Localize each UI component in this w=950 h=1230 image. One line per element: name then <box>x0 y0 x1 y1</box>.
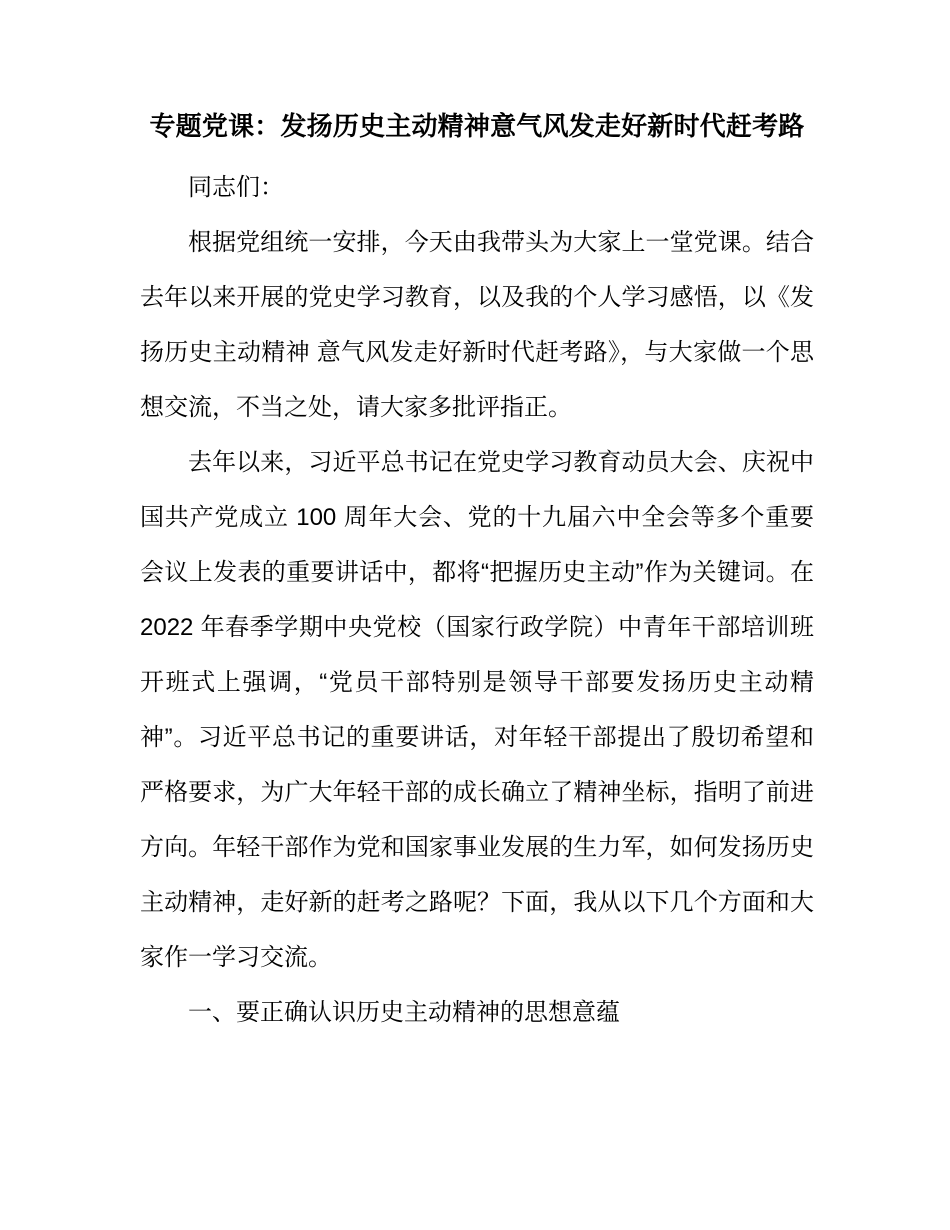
section-heading-1: 一、要正确认识历史主动精神的思想意蕴 <box>188 999 620 1026</box>
body-paragraph-2: 去年以来，习近平总书记在党史学习教育动员大会、庆祝中国共产党成立 100 周年大会、党的十九届六中全会等多个重要会议上发表的重要讲话中，都将“把握历史主动”作为关键词。在 2022 年春季学期中央党校（国家行政学院）中青年干部培训班开班式上强调，“党员干部特别是领导干部要发扬历史主动精神”。习近平总书记的重要讲话，对年轻干部提出了殷切希望和严格要求，为广大年轻干部的成长确立了精神坐标，指明了前进方向。年轻干部作为党和国家事业发展的生力军，如何发扬历史主动精神，走好新的赶考之路呢？下面，我从以下几个方面和大家作一学习交流。 <box>140 449 814 971</box>
salutation-line: 同志们： <box>188 174 284 201</box>
page-title: 专题党课：发扬历史主动精神意气风发走好新时代赶考路 <box>149 111 805 141</box>
body-paragraph-1: 根据党组统一安排，今天由我带头为大家上一堂党课。结合去年以来开展的党史学习教育，以及我的个人学习感悟，以《发扬历史主动精神 意气风发走好新时代赶考路》，与大家做一个思想交流，不当之处，请大家多批评指正。 <box>140 229 814 421</box>
document-body <box>140 104 814 1040</box>
